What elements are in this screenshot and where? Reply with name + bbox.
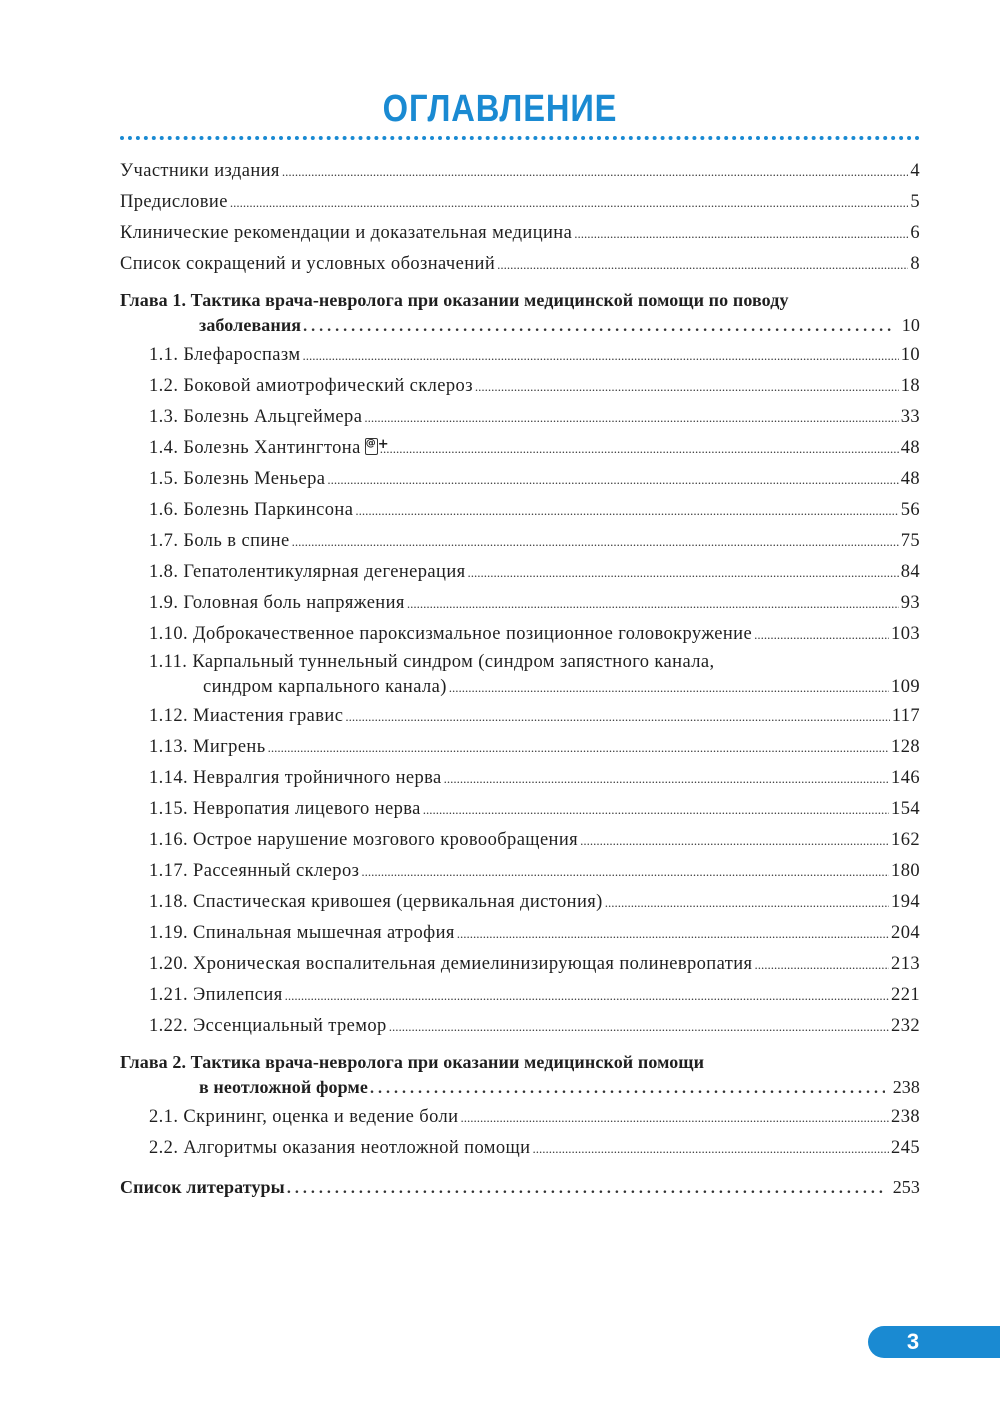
toc-entry-page: 33 xyxy=(900,407,920,427)
toc-entry-label: 1.6. Болезнь Паркинсона xyxy=(149,500,354,520)
toc-entry[interactable] xyxy=(120,156,920,187)
toc-entry-label: 1.22. Эссенциальный тремор xyxy=(149,1016,387,1036)
toc-subentry[interactable] xyxy=(120,1102,920,1133)
dot-leader xyxy=(460,1103,889,1133)
dot-leader xyxy=(292,527,899,557)
chapter-2-title-entry xyxy=(120,1074,920,1102)
toc-subentry[interactable] xyxy=(120,495,920,526)
dot-leader xyxy=(497,250,908,280)
dot-leader xyxy=(355,496,898,526)
chapter-2-title-line-2: в неотложной форме xyxy=(199,1077,368,1097)
toc-entry-label: 1.7. Боль в спине xyxy=(149,531,290,551)
toc-subentry[interactable] xyxy=(120,732,920,763)
toc-entry-page: 75 xyxy=(900,531,920,551)
toc-subentry[interactable] xyxy=(120,340,920,371)
dot-leader xyxy=(449,675,889,701)
chapter-1-title-line-2: заболевания xyxy=(199,315,302,335)
chapter-2-heading[interactable] xyxy=(120,1050,920,1102)
toc-entry-text: 1.4. Болезнь Хантингтона xyxy=(149,438,361,458)
toc-entry-page: 5 xyxy=(910,192,920,212)
dot-leader xyxy=(605,888,889,918)
dot-leader xyxy=(380,434,899,464)
toc-entry-label: Список сокращений и условных обозначений xyxy=(120,254,496,274)
toc-entry-page: 204 xyxy=(891,923,920,943)
toc-entry-label-line-2: синдром карпального канала) xyxy=(203,677,447,697)
toc-entry-label: 1.15. Невропатия лицевого нерва xyxy=(149,799,421,819)
toc-subentry[interactable] xyxy=(120,825,920,856)
toc-entry-label: 1.20. Хроническая воспалительная демиелинизирующая полиневропатия xyxy=(149,954,753,974)
toc-entry-page: 4 xyxy=(910,161,920,181)
dot-leader xyxy=(407,589,899,619)
dot-leader xyxy=(444,764,889,794)
toc-entry-label: 1.21. Эпилепсия xyxy=(149,985,283,1005)
toc-entry-page: 10 xyxy=(900,345,920,365)
chapter-1-page: 10 xyxy=(901,315,920,335)
toc-entry-label: 1.19. Спинальная мышечная атрофия xyxy=(149,923,455,943)
toc-entry-label: 1.1. Блефароспазм xyxy=(149,345,301,365)
dot-leader xyxy=(327,465,898,495)
toc-entry-page: 238 xyxy=(891,1107,920,1127)
toc-subentry[interactable] xyxy=(120,763,920,794)
toc-entry-page: 8 xyxy=(910,254,920,274)
toc-entry-page: 180 xyxy=(891,861,920,881)
toc-subentry[interactable] xyxy=(120,557,920,588)
toc-entry-label: 1.17. Рассеянный склероз xyxy=(149,861,360,881)
web-resource-icon xyxy=(365,438,378,455)
dot-leader xyxy=(287,1174,885,1204)
dot-leader xyxy=(423,795,889,825)
dot-leader xyxy=(754,950,889,980)
dot-leader xyxy=(389,1012,889,1042)
toc-entry-label: 1.8. Гепатолентикулярная дегенерация xyxy=(149,562,466,582)
toc-subentry[interactable] xyxy=(120,402,920,433)
toc-entry-page: 103 xyxy=(891,624,920,644)
toc-entry[interactable] xyxy=(120,218,920,249)
toc-entry-page: 221 xyxy=(891,985,920,1005)
dot-leader xyxy=(580,826,889,856)
toc-subentry[interactable] xyxy=(120,619,920,650)
literature-entry xyxy=(120,1172,920,1204)
toc-entry-label: 1.18. Спастическая кривошея (цервикальная дистония) xyxy=(149,892,603,912)
toc-entry-label: 1.10. Доброкачественное пароксизмальное позиционное головокружение xyxy=(149,624,753,644)
toc-entry-page: 194 xyxy=(891,892,920,912)
toc-entry-label: 2.1. Скрининг, оценка и ведение боли xyxy=(149,1107,459,1127)
dot-leader xyxy=(364,403,898,433)
toc-entry-label xyxy=(149,433,378,463)
dot-leader xyxy=(754,620,889,650)
toc-entry-page: 154 xyxy=(891,799,920,819)
dot-leader xyxy=(468,558,899,588)
toc-entry-label: 1.9. Головная боль напряжения xyxy=(149,593,405,613)
dot-leader xyxy=(268,733,889,763)
title-dotted-rule xyxy=(120,136,920,140)
literature-page: 253 xyxy=(892,1177,920,1197)
literature-label: Список литературы xyxy=(120,1177,285,1197)
table-of-contents xyxy=(120,156,920,1204)
toc-entry-label: 1.13. Мигрень xyxy=(149,737,266,757)
literature-section[interactable] xyxy=(120,1172,920,1204)
toc-subentry[interactable] xyxy=(120,1011,920,1042)
toc-entry-label: 1.12. Миастения гравис xyxy=(149,706,344,726)
toc-entry-page: 93 xyxy=(900,593,920,613)
toc-entry-page: 146 xyxy=(891,768,920,788)
dot-leader xyxy=(361,857,889,887)
toc-entry-page: 213 xyxy=(891,954,920,974)
toc-subentry[interactable] xyxy=(120,918,920,949)
dot-leader xyxy=(230,188,909,218)
toc-entry-page: 117 xyxy=(891,706,920,726)
dot-leader xyxy=(533,1134,890,1164)
chapter-2-page: 238 xyxy=(892,1077,920,1097)
dot-leader xyxy=(574,219,908,249)
toc-entry-label: 1.2. Боковой амиотрофический склероз xyxy=(149,376,473,396)
toc-subentry[interactable] xyxy=(120,464,920,495)
dot-leader xyxy=(345,702,889,732)
toc-entry-label: 1.14. Невралгия тройничного нерва xyxy=(149,768,442,788)
toc-entry-label: 2.2. Алгоритмы оказания неотложной помощи xyxy=(149,1138,531,1158)
dot-leader xyxy=(457,919,889,949)
toc-entry-page: 232 xyxy=(891,1016,920,1036)
toc-entry-label: Предисловие xyxy=(120,192,228,212)
toc-entry-page: 162 xyxy=(891,830,920,850)
toc-subentry[interactable] xyxy=(120,980,920,1011)
toc-entry-label: 1.3. Болезнь Альцгеймера xyxy=(149,407,363,427)
toc-subentry[interactable] xyxy=(120,371,920,402)
chapter-2-title-line-1: Глава 2. Тактика врача-невролога при оказании медицинской помощи xyxy=(120,1052,705,1072)
toc-entry-page: 48 xyxy=(900,438,920,458)
toc-subentry[interactable] xyxy=(120,856,920,887)
dot-leader xyxy=(370,1076,885,1102)
toc-entry[interactable] xyxy=(120,187,920,218)
toc-entry-label: 1.5. Болезнь Меньера xyxy=(149,469,326,489)
toc-entry-label-line-1: 1.11. Карпальный туннельный синдром (синдром запястного канала, xyxy=(149,652,715,672)
toc-entry[interactable] xyxy=(120,249,920,280)
toc-subentry[interactable] xyxy=(120,433,920,464)
toc-entry-label: 1.16. Острое нарушение мозгового кровообращения xyxy=(149,830,579,850)
toc-entry-page: 109 xyxy=(891,677,920,697)
dot-leader xyxy=(302,341,898,371)
toc-subentry[interactable] xyxy=(120,887,920,918)
dot-leader xyxy=(475,372,899,402)
toc-entry-label: Клинические рекомендации и доказательная медицина xyxy=(120,223,573,243)
dot-leader xyxy=(285,981,889,1011)
dot-leader xyxy=(303,314,894,340)
dot-leader xyxy=(282,157,909,187)
toc-subentry[interactable] xyxy=(120,1133,920,1164)
page-number: 3 xyxy=(906,1329,920,1354)
chapter-1-title-entry xyxy=(120,312,920,340)
page-title: ОГЛАВЛЕНИЕ xyxy=(382,88,618,130)
toc-entry-continuation xyxy=(120,674,920,701)
toc-subentry[interactable] xyxy=(120,794,920,825)
toc-entry-page: 245 xyxy=(891,1138,920,1158)
toc-entry-page: 6 xyxy=(910,223,920,243)
toc-subentry[interactable] xyxy=(120,949,920,980)
toc-subentry[interactable] xyxy=(120,701,920,732)
toc-entry-page: 48 xyxy=(900,469,920,489)
toc-entry-label: Участники издания xyxy=(120,161,280,181)
chapter-1-heading[interactable] xyxy=(120,288,920,340)
toc-subentry[interactable] xyxy=(120,588,920,619)
toc-entry-page: 56 xyxy=(900,500,920,520)
toc-entry-page: 18 xyxy=(900,376,920,396)
toc-subentry[interactable] xyxy=(120,526,920,557)
toc-entry-page: 128 xyxy=(891,737,920,757)
toc-entry-page: 84 xyxy=(900,562,920,582)
toc-subentry-multiline[interactable] xyxy=(120,650,920,701)
chapter-1-title-line-1: Глава 1. Тактика врача-невролога при оказании медицинской помощи по поводу xyxy=(120,290,789,310)
